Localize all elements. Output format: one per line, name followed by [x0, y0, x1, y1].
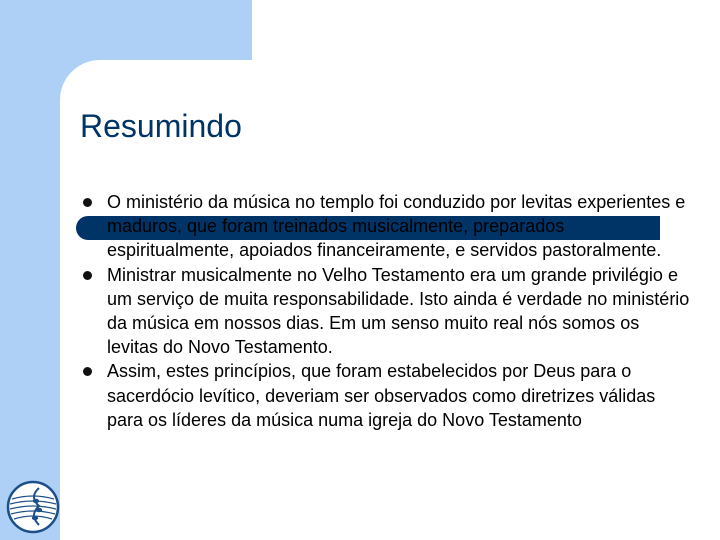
bullet-item — [83, 263, 695, 360]
bullet-dot-icon — [83, 198, 92, 207]
bullet-dot-icon — [83, 271, 92, 280]
bullet-text: Ministrar musicalmente no Velho Testamento era um grande privilégio e um serviço de muita responsabilidade. Isto ainda é verdade no ministério da música em nossos dias. Em um senso muito real nós somos os levitas do Novo Testamento. — [107, 264, 690, 358]
bullet-text: O ministério da música no templo foi conduzido por levitas experientes e maduros, que foram treinados musicalmente, preparados espiritualmente, apoiados financeiramente, e servidos pastoralmente. — [107, 192, 686, 261]
slide-title: Resumindo — [80, 108, 242, 144]
globe-music-logo-icon — [6, 480, 60, 534]
bullet-item — [83, 190, 695, 263]
bullet-text: Assim, estes princípios, que foram estabelecidos por Deus para o sacerdócio levítico, deveriam ser observados como diretrizes válidas para os líderes da música numa igreja do Novo Testamento — [107, 361, 656, 430]
bullet-list — [83, 190, 695, 432]
bullet-dot-icon — [83, 367, 92, 376]
bullet-item — [83, 359, 695, 432]
